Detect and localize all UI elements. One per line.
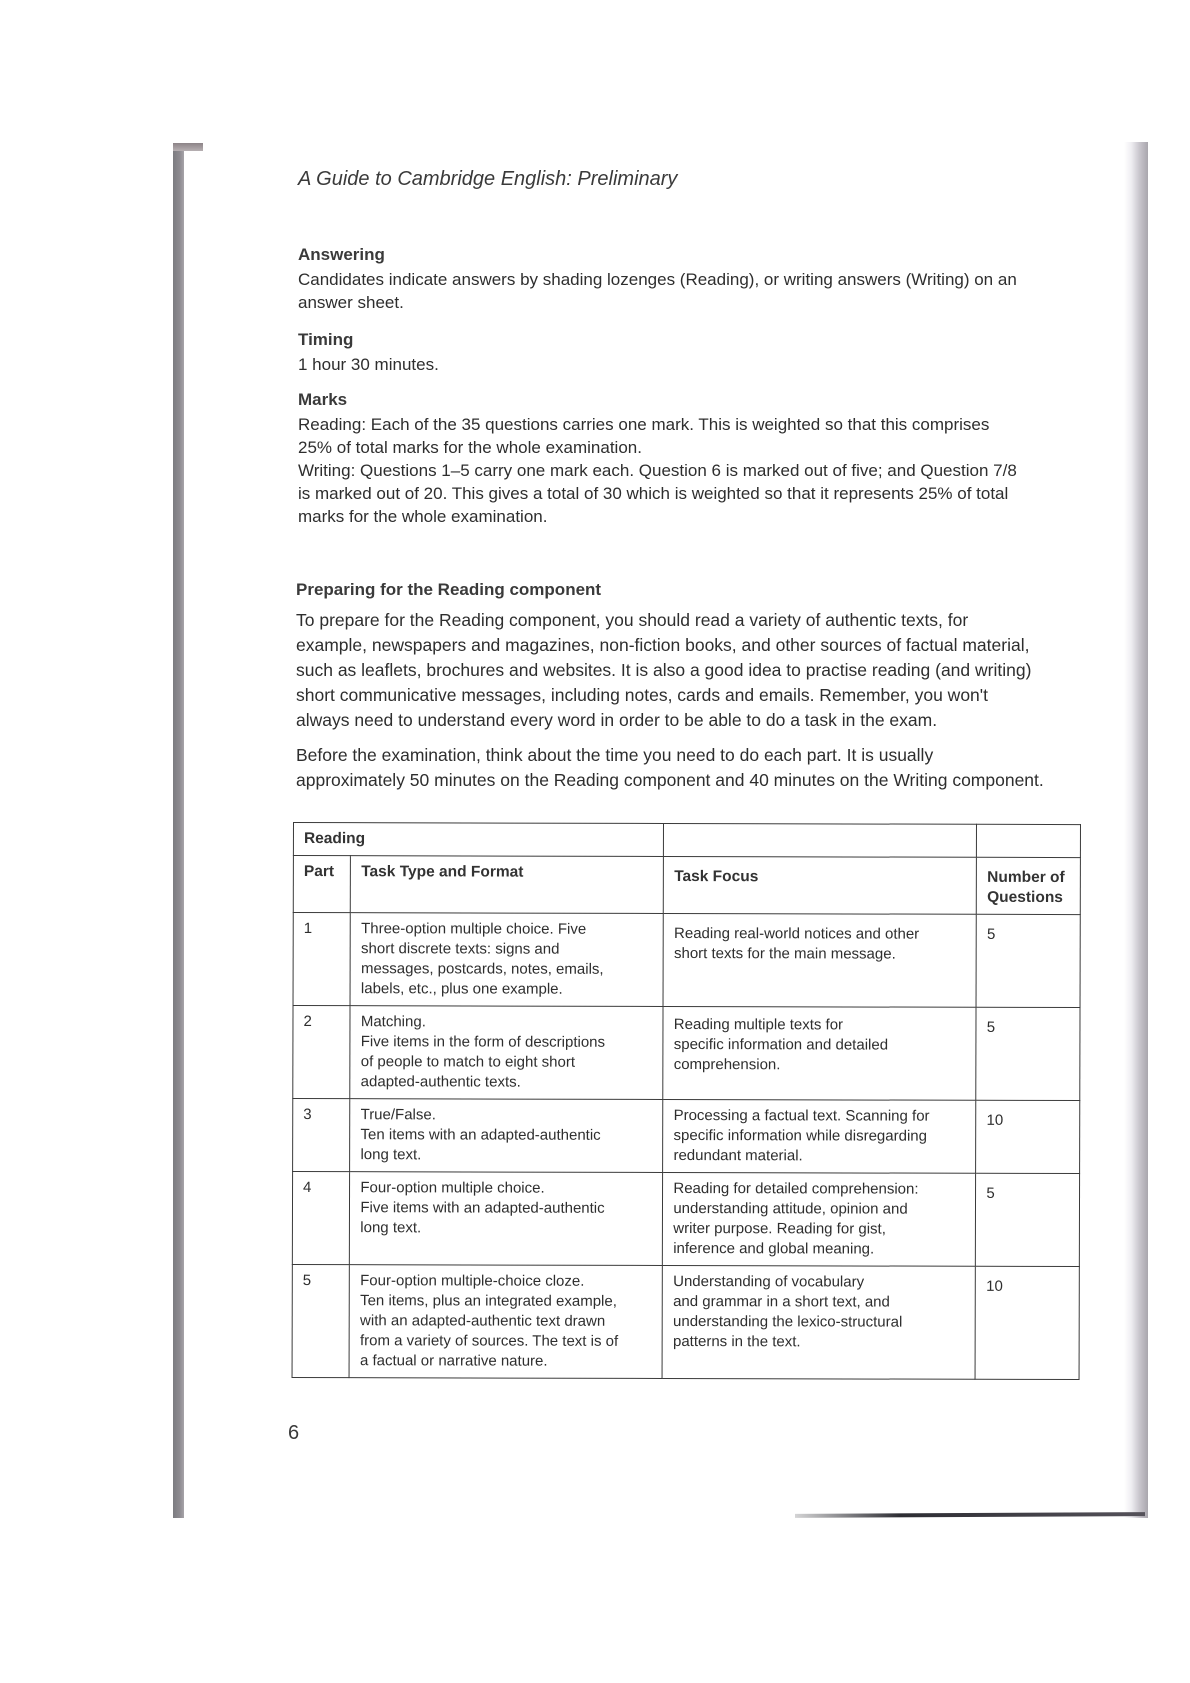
cell-task [349, 1265, 662, 1379]
cell-line: True/False. [360, 1106, 436, 1124]
cell-num-questions: 10 [976, 1100, 1080, 1173]
section-timing [298, 330, 1078, 376]
cell-line: from a variety of sources. The text is of [359, 1332, 619, 1350]
section-marks [298, 390, 1078, 528]
header-number-of-questions [977, 857, 1081, 914]
table-empty-cell [977, 824, 1081, 857]
text-line: short communicative messages, including notes, cards and emails. Remember, you won't [296, 685, 988, 705]
header-text-line: Questions [987, 888, 1063, 907]
text-line: Writing: Questions 1–5 carry one mark each. Question 6 is marked out of five; and Question 7/8 [298, 461, 1017, 480]
table-row [293, 1006, 1080, 1101]
table-row [293, 1099, 1080, 1174]
running-head: A Guide to Cambridge English: Preliminary [298, 168, 678, 190]
page-number: 6 [288, 1422, 300, 1444]
cell-line: Ten items with an adapted-authentic [360, 1126, 601, 1144]
table-row [292, 1264, 1079, 1379]
cell-line: Reading for detailed comprehension: [673, 1179, 919, 1198]
page-bottom-edge-shadow [795, 1512, 1145, 1518]
cell-line: specific information while disregarding [673, 1126, 928, 1145]
text-line: Candidates indicate answers by shading lozenges (Reading), or writing answers (Writing) on an [298, 270, 1017, 289]
cell-line: understanding the lexico-structural [673, 1312, 903, 1331]
cell-line: Matching. [360, 1013, 426, 1031]
text-line: Before the examination, think about the time you need to do each part. It is usually [296, 745, 934, 765]
page-corner-mark [173, 143, 203, 151]
cell-num-questions: 10 [975, 1266, 1079, 1379]
cell-line: Four-option multiple-choice cloze. [360, 1272, 585, 1290]
text-line: always need to understand every word in order to be able to do a task in the exam. [296, 710, 938, 730]
text-line: Reading: Each of the 35 questions carries one mark. This is weighted so that this comprises [298, 415, 990, 434]
section-paragraph [296, 743, 1096, 793]
cell-line: a factual or narrative nature. [359, 1352, 548, 1370]
cell-num-questions: 5 [976, 914, 1080, 1007]
header-text-line: Number of [987, 868, 1065, 887]
cell-line: of people to match to eight short [360, 1053, 576, 1071]
cell-part: 2 [293, 1006, 351, 1099]
cell-line: short discrete texts: signs and [361, 940, 560, 958]
page-right-edge-shadow [1124, 142, 1148, 1518]
cell-line: inference and global meaning. [673, 1239, 875, 1258]
text-line: 1 hour 30 minutes. [298, 355, 439, 374]
cell-part: 1 [293, 913, 351, 1006]
cell-line: writer purpose. Reading for gist, [673, 1219, 886, 1238]
text-line: To prepare for the Reading component, you should read a variety of authentic texts, for [296, 610, 969, 630]
text-line: marks for the whole examination. [298, 507, 548, 526]
cell-line: adapted-authentic texts. [360, 1073, 521, 1091]
table-row [292, 1172, 1079, 1267]
table-header-row [293, 856, 1080, 915]
cell-task [350, 913, 663, 1007]
cell-part: 4 [292, 1172, 350, 1265]
table-title-row [293, 823, 1080, 858]
cell-line: Reading real-world notices and other [674, 924, 920, 943]
cell-line: specific information and detailed [673, 1035, 889, 1054]
cell-line: comprehension. [673, 1055, 781, 1074]
header-task-type: Task Type and Format [351, 856, 664, 914]
cell-line: with an adapted-authentic text drawn [360, 1312, 606, 1330]
cell-task [350, 1099, 663, 1173]
text-line: 25% of total marks for the whole examination. [298, 438, 642, 457]
table-title: Reading [293, 823, 663, 857]
cell-line: Processing a factual text. Scanning for [673, 1106, 930, 1125]
cell-focus [663, 1172, 976, 1266]
cell-line: Reading multiple texts for [673, 1015, 844, 1034]
cell-focus [662, 1265, 975, 1379]
reading-parts-table [292, 822, 1081, 1380]
section-preparing-reading [296, 580, 1096, 793]
cell-task [350, 1172, 663, 1266]
section-heading: Answering [298, 245, 385, 264]
text-line: answer sheet. [298, 293, 404, 312]
cell-focus [663, 913, 976, 1007]
section-heading: Timing [298, 330, 354, 349]
cell-part: 3 [293, 1099, 351, 1172]
cell-task [350, 1006, 663, 1100]
cell-focus [663, 1099, 976, 1173]
cell-line: Ten items, plus an integrated example, [360, 1292, 617, 1310]
cell-line: understanding attitude, opinion and [673, 1199, 908, 1218]
section-paragraph [296, 608, 1096, 733]
cell-line: long text. [360, 1146, 422, 1164]
section-text [298, 268, 1078, 314]
cell-num-questions: 5 [976, 1173, 1080, 1266]
text-line: such as leaflets, brochures and websites. It is also a good idea to practise reading (and writing) [296, 660, 1032, 680]
cell-line: Three-option multiple choice. Five [361, 920, 587, 938]
cell-part: 5 [292, 1264, 350, 1377]
text-line: approximately 50 minutes on the Reading component and 40 minutes on the Writing component. [296, 770, 1044, 790]
section-heading: Preparing for the Reading component [296, 580, 602, 599]
cell-line: Five items in the form of descriptions [360, 1033, 606, 1051]
table-row [293, 913, 1080, 1008]
cell-line: labels, etc., plus one example. [360, 980, 563, 998]
text-line: example, newspapers and magazines, non-fiction books, and other sources of factual material, [296, 635, 1030, 655]
cell-line: Understanding of vocabulary [673, 1272, 865, 1291]
cell-line: and grammar in a short text, and [673, 1292, 890, 1311]
section-text [298, 353, 1078, 376]
cell-line: long text. [360, 1219, 422, 1237]
table-empty-cell [664, 823, 977, 857]
cell-line: redundant material. [673, 1146, 803, 1165]
cell-num-questions: 5 [976, 1007, 1080, 1100]
text-line: is marked out of 20. This gives a total of 30 which is weighted so that it represents 25% of total [298, 484, 1009, 503]
header-task-focus: Task Focus [664, 856, 977, 914]
section-heading: Marks [298, 390, 348, 409]
cell-focus [663, 1006, 976, 1100]
cell-line: short texts for the main message. [673, 944, 896, 963]
cell-line: patterns in the text. [672, 1332, 801, 1351]
cell-line: messages, postcards, notes, emails, [360, 960, 604, 978]
cell-line: Four-option multiple choice. [360, 1179, 545, 1197]
header-part: Part [293, 856, 351, 913]
section-answering [298, 245, 1078, 314]
cell-line: Five items with an adapted-authentic [360, 1199, 605, 1217]
section-text [298, 413, 1078, 528]
page-left-edge-shadow [173, 143, 184, 1518]
